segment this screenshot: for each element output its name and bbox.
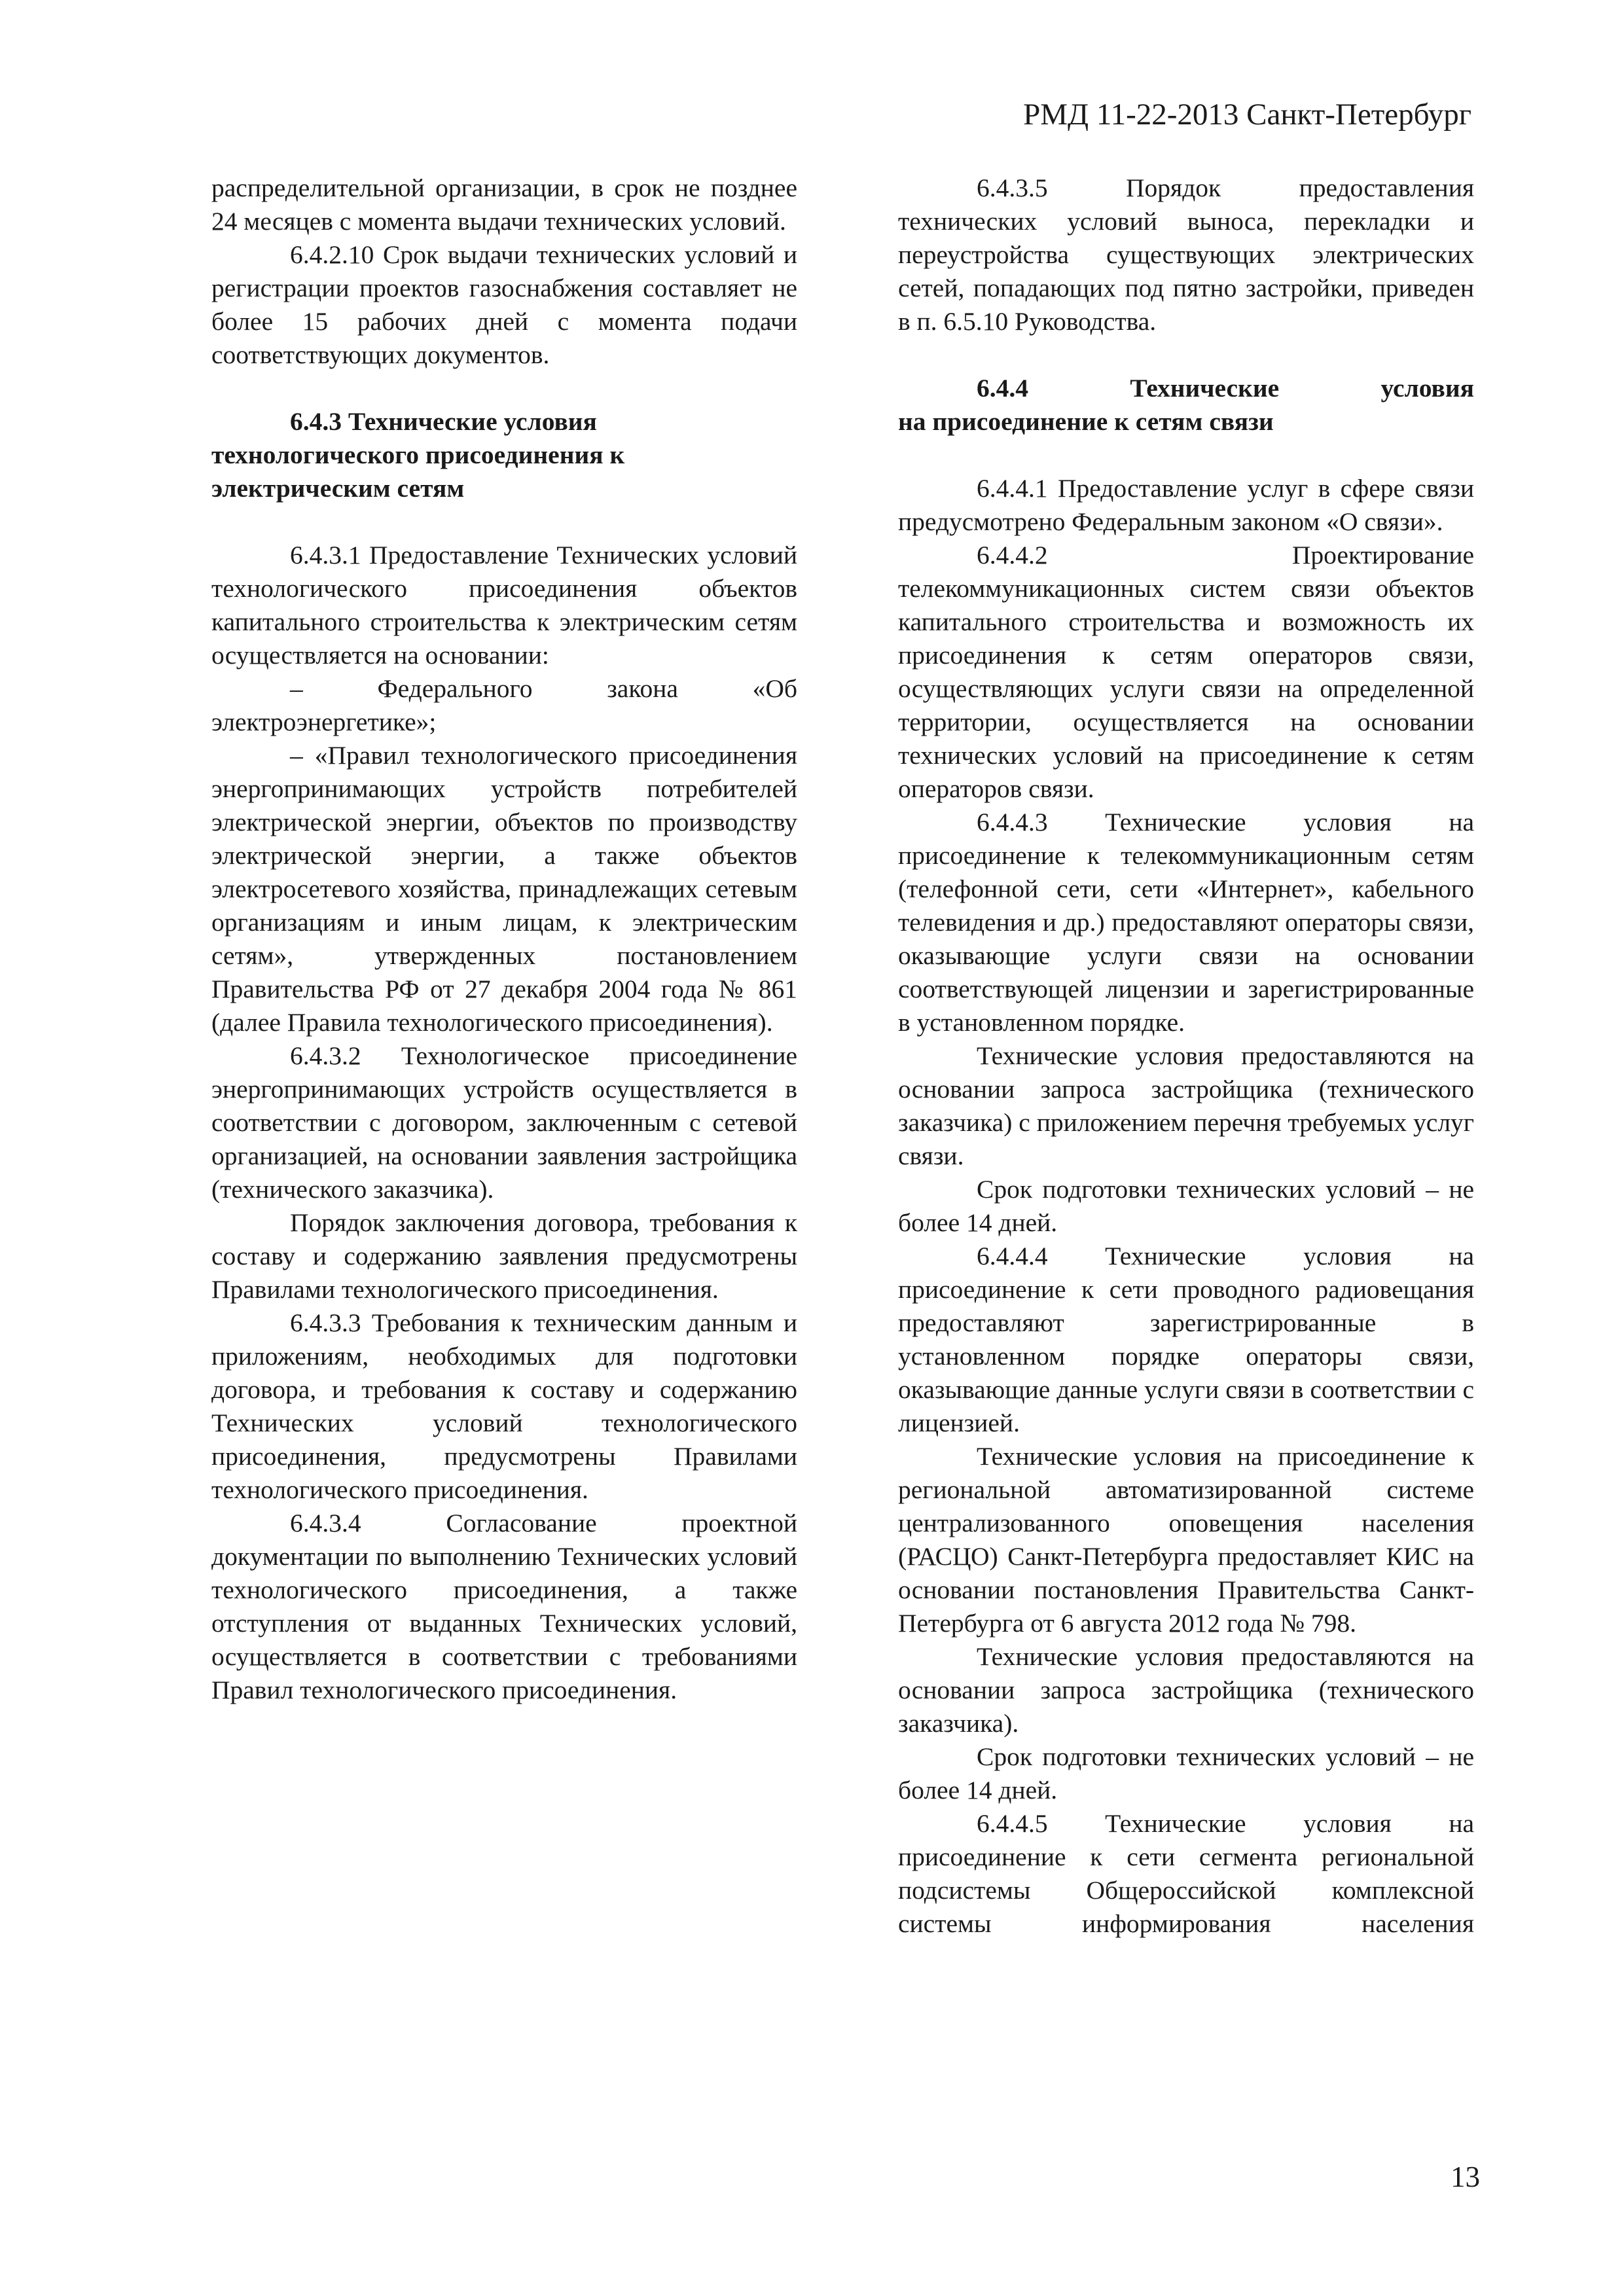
paragraph-6-4-4-1: 6.4.4.1 Предоставление услуг в сфере связи предусмотрено Федеральным законом «О связи». — [898, 474, 1474, 536]
left-column — [211, 171, 797, 1707]
paragraph-6-4-3-4: 6.4.3.4 Согласование проектной документации по выполнению Технических условий технологического присоединения, а также отступления от выданных Технических условий, осуществляется в соответствии с требованиями Правил технологического присоединения. — [211, 1509, 797, 1704]
paragraph-6-4-4-3: 6.4.4.3 Технические условия на присоединение к телекоммуникационным сетям (телефонной сети, сети «Интернет», кабельного телевидения и др.) предоставляют операторы связи, оказывающие услуги связи на основании соответствующей лицензии и зарегистрированные в установленном порядке. — [898, 808, 1474, 1037]
paragraph-tu-request-1: Технические условия предоставляются на основании запроса застройщика (технического заказчика) с приложением перечня требуемых услуг связи. — [898, 1041, 1474, 1170]
heading-6-4-3: 6.4.3 Технические условия технологического присоединения к электрическим сетям — [211, 407, 625, 503]
paragraph-deadline-2: Срок подготовки технических условий – не более 14 дней. — [898, 1742, 1474, 1804]
list-item-rules: – «Правил технологического присоединения энергопринимающих устройств потребителей электрической энергии, объектов по производству электрической энергии, а также объектов электросетевого хозяйства, принадлежащих сетевым организациям и иным лицам, к электрическим сетям», утвержденных постановлением Правительства РФ от 27 декабря 2004 года № 861 (далее Правила технологического присоединения). — [211, 741, 797, 1037]
right-column — [898, 171, 1474, 1941]
paragraph-deadline-1: Срок подготовки технических условий – не более 14 дней. — [898, 1175, 1474, 1237]
page-number: 13 — [1451, 2161, 1480, 2193]
paragraph-tu-request-2: Технические условия предоставляются на основании запроса застройщика (технического заказчика). — [898, 1642, 1474, 1738]
paragraph-6-4-4-4: 6.4.4.4 Технические условия на присоединение к сети проводного радиовещания предоставляют зарегистрированные в установленном порядке операторы связи, оказывающие данные услуги связи в соответствии с лицензией. — [898, 1242, 1474, 1437]
paragraph-continuation: распределительной организации, в срок не позднее 24 месяцев с момента выдачи технических условий. — [211, 173, 797, 236]
paragraph-6-4-3-3: 6.4.3.3 Требования к техническим данным и приложениям, необходимых для подготовки договора, и требования к составу и содержанию Технических условий технологического присоединения, предусмотрены Правилами технологического присоединения. — [211, 1308, 797, 1504]
paragraph-6-4-3-5: 6.4.3.5 Порядок предоставления технических условий выноса, перекладки и переустройства существующих электрических сетей, попадающих под пятно застройки, приведен в п. 6.5.10 Руководства. — [898, 173, 1474, 336]
paragraph-6-4-3-1: 6.4.3.1 Предоставление Технических условий технологического присоединения объектов капитального строительства к электрическим сетям осуществляется на основании: — [211, 541, 797, 670]
paragraph-6-4-3-2: 6.4.3.2 Технологическое присоединение энергопринимающих устройств осуществляется в соответствии с договором, заключенным с сетевой организацией, на основании заявления застройщика (технического заказчика). — [211, 1041, 797, 1204]
paragraph-contract-order: Порядок заключения договора, требования к составу и содержанию заявления предусмотрены Правилами технологического присоединения. — [211, 1208, 797, 1304]
document-header: РМД 11-22-2013 Санкт-Петербург — [1023, 98, 1471, 132]
paragraph-6-4-2-10: 6.4.2.10 Срок выдачи технических условий и регистрации проектов газоснабжения составляет не более 15 рабочих дней с момента подачи соответствующих документов. — [211, 240, 797, 369]
paragraph-rasco: Технические условия на присоединение к региональной автоматизированной системе централизованного оповещения населения (РАСЦО) Санкт-Петербурга предоставляет КИС на основании постановления Правительства Санкт-Петербурга от 6 августа 2012 года № 798. — [898, 1442, 1474, 1638]
paragraph-6-4-4-5: 6.4.4.5 Технические условия на присоединение к сети сегмента региональной подсистемы Общероссийской комплексной системы информирования населения — [898, 1809, 1474, 1938]
list-item-federal-law: – Федерального закона «Об электроэнергетике»; — [211, 674, 797, 736]
paragraph-6-4-4-2: 6.4.4.2 Проектирование телекоммуникационных систем связи объектов капитального строительства и возможность их присоединения к сетям операторов связи, осуществляющих услуги связи на определенной территории, осуществляется на основании технических условий на присоединение к сетям операторов связи. — [898, 541, 1474, 803]
heading-6-4-4: 6.4.4 Технические условия на присоединение к сетям связи — [898, 374, 1474, 436]
